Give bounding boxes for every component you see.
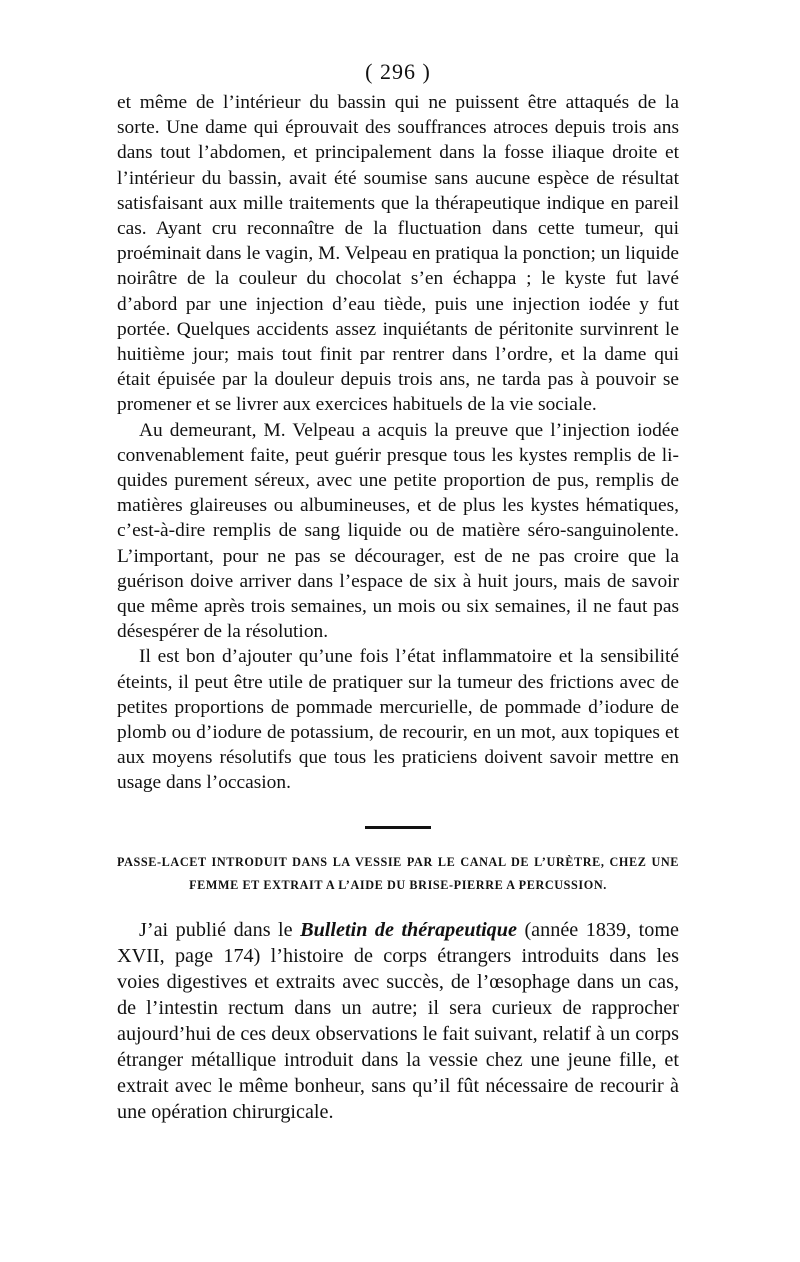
section-divider — [365, 826, 431, 829]
section-body-start: J’ai publié dans le — [139, 918, 301, 941]
section-paragraph — [117, 917, 679, 1125]
section-body-end: (année 1839, tome XVII, page 174) l’histoire de corps étrangers introduits dans les voies digestives et extraits avec succès, de l’œsophage dans un cas, de l’intestin rectum dans un autre; il sera curieux de rapprocher aujourd’hui de ces deux observations le fait suivant, relatif à un corps étranger métallique introduit dans la vessie chez une jeune fille, et extrait avec le même bonheur, sans qu’il fût nécessaire de recourir à une opération chirurgicale. — [117, 918, 679, 1123]
book-page — [117, 58, 679, 1125]
paragraph-3: Il est bon d’ajouter qu’une fois l’état inflammatoire et la sensibilité éteints, il peut être utile de pratiquer sur la tumeur des frictions avec de petites proportions de pommade mercurielle, de pommade d’iodure de plomb ou d’iodure de potassium, de recourir, en un mot, aux topiques et aux moyens résolutifs que tous les praticiens doivent savoir mettre en usage dans l’occasion. — [117, 646, 679, 794]
journal-title: Bulletin de thérapeutique — [300, 918, 517, 941]
paragraph-1: et même de l’intérieur du bassin qui ne puissent être attaqués de la sorte. Une dame qui éprouvait des souffrances atroces depuis trois ans dans tout l’abdomen, et principalement dans la fosse iliaque droite et l’intérieur du bassin, avait été soumise sans aucune espèce de résultat satisfaisant aux mille traitements que la thérapeutique indique en pareil cas. Ayant cru reconnaître de la fluctuation dans cette tumeur, qui proéminait dans le vagin, M. Velpeau en pratiqua la ponction; un liquide noirâtre de la couleur du chocolat s’en échappa ; le kyste fut lavé d’abord par une injection d’eau tiède, puis une injection iodée y fut portée. Quelques accidents assez inquiétants de péritonite survinrent le huitième jour; mais tout finit par rentrer dans l’ordre, et la dame qui était épuisée par la douleur depuis trois ans, ne tarda pas à pouvoir se promener et se livrer aux exercices habituels de la vie sociale. — [117, 92, 679, 416]
section-heading: PASSE-LACET INTRODUIT DANS LA VESSIE PAR LE CANAL DE L’URÈTRE, CHEZ UNE FEMME ET EXTRAIT A L’AIDE DU BRISE-PIERRE A PERCUSSION. — [117, 854, 679, 892]
paragraph-2: Au demeurant, M. Velpeau a acquis la preuve que l’injection iodée convenablement faite, peut guérir presque tous les kystes remplis de liquides purement séreux, avec une petite proportion de pus, remplis de matières glaireuses ou albumineuses, et de plus les kystes hématiques, c’est-à-dire remplis de sang liquide ou de matière séro-sanguinolente. L’important, pour ne pas se décourager, est de ne pas croire que la guérison doive arriver dans l’espace de six à huit jours, mais de savoir que même après trois semaines, un mois ou six semaines, il ne faut pas désespérer de la résolution. — [117, 419, 679, 643]
page-number: ( 296 ) — [365, 59, 431, 84]
